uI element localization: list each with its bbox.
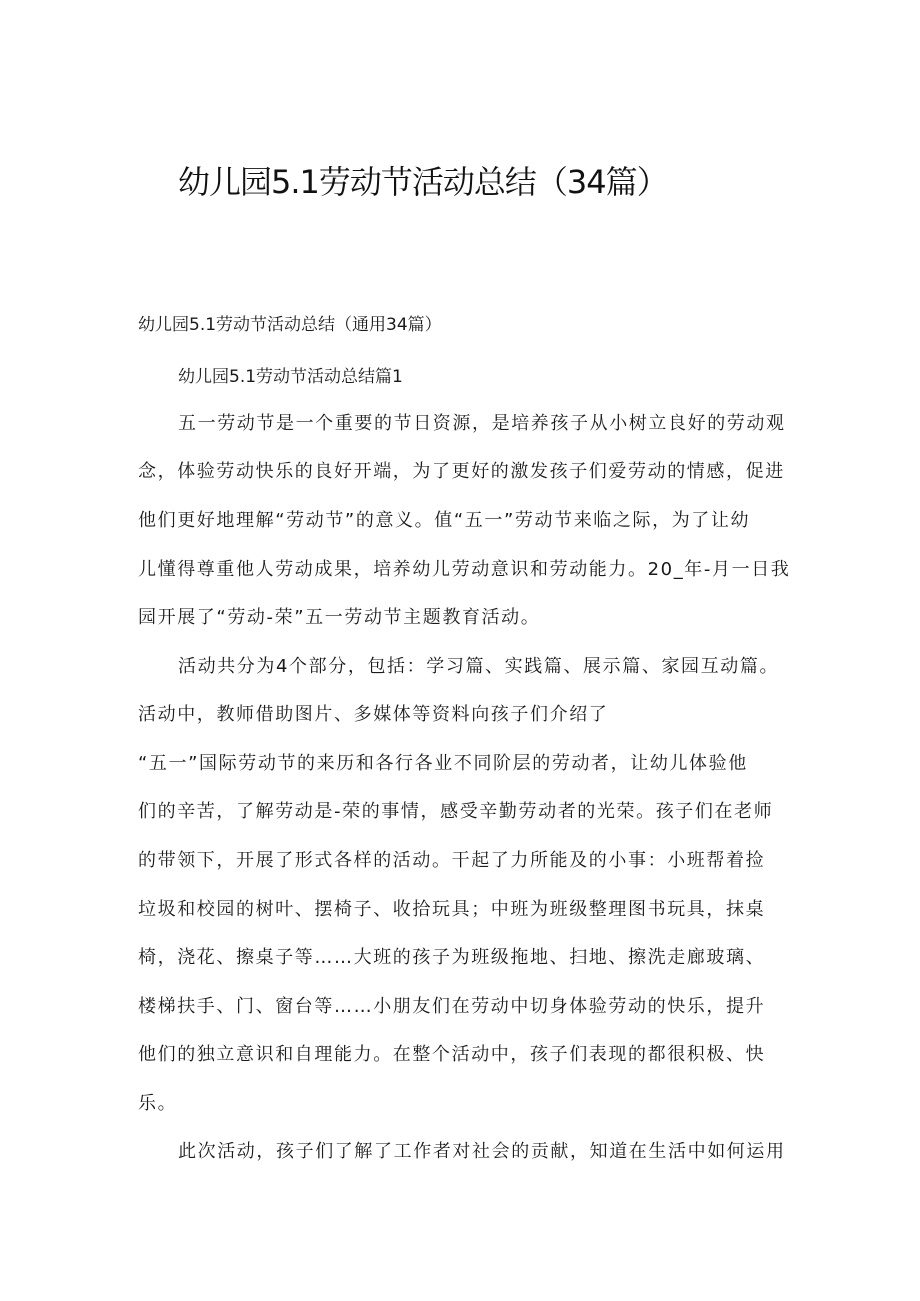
paragraph-line: 乐。 — [138, 1093, 178, 1114]
paragraph-line: 此次活动，孩子们了解了工作者对社会的贡献，知道在生活中如何运用 — [178, 1141, 786, 1162]
paragraph-line: 的带领下，开展了形式各样的活动。干起了力所能及的小事：小班帮着捡 — [138, 850, 766, 871]
paragraph-line: “五一”国际劳动节的来历和各行各业不同阶层的劳动者，让幼儿体验他 — [138, 753, 748, 774]
paragraph-line: 儿懂得尊重他人劳动成果，培养幼儿劳动意识和劳动能力。20_年-月一日我 — [138, 559, 791, 580]
paragraph-line: 五一劳动节是一个重要的节日资源，是培养孩子从小树立良好的劳动观 — [178, 413, 786, 434]
paragraph-line: 活动中，教师借助图片、多媒体等资料向孩子们介绍了 — [138, 704, 609, 725]
paragraph-line: 念，体验劳动快乐的良好开端，为了更好的激发孩子们爱劳动的情感，促进 — [138, 461, 785, 482]
document-title: 幼儿园5.1劳动节活动总结（34篇） — [178, 163, 668, 201]
paragraph-line: 园开展了“劳动-荣”五一劳动节主题教育活动。 — [138, 607, 541, 628]
section-heading: 幼儿园5.1劳动节活动总结篇1 — [178, 367, 403, 387]
paragraph-line: 他们的独立意识和自理能力。在整个活动中，孩子们表现的都很积极、快 — [138, 1044, 766, 1065]
paragraph-line: 楼梯扶手、门、窗台等……小朋友们在劳动中切身体验劳动的快乐，提升 — [138, 996, 766, 1017]
paragraph-line: 椅，浇花、擦桌子等……大班的孩子为班级拖地、扫地、擦洗走廊玻璃、 — [138, 947, 766, 968]
paragraph-line: 垃圾和校园的树叶、摆椅子、收拾玩具；中班为班级整理图书玩具，抹桌 — [138, 899, 766, 920]
paragraph-line: 们的辛苦，了解劳动是-荣的事情，感受辛勤劳动者的光荣。孩子们在老师 — [138, 801, 774, 822]
paragraph-line: 活动共分为4个部分，包括：学习篇、实践篇、展示篇、家园互动篇。 — [178, 656, 780, 677]
document-subtitle: 幼儿园5.1劳动节活动总结（通用34篇） — [138, 315, 442, 335]
paragraph-line: 他们更好地理解“劳动节”的意义。值“五一”劳动节来临之际，为了让幼 — [138, 510, 751, 531]
